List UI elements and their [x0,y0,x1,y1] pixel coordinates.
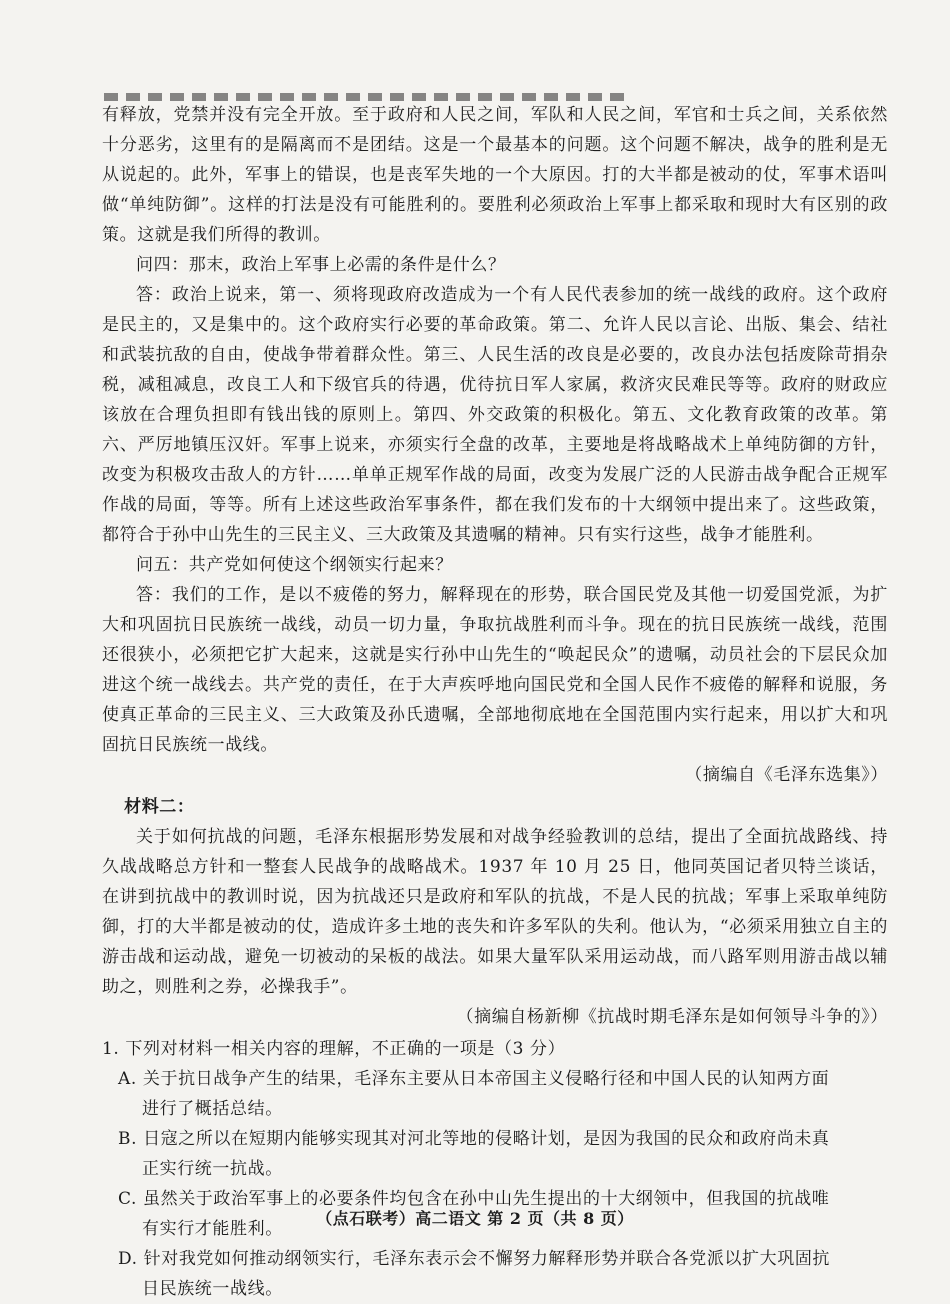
option-b-line1: B. 日寇之所以在短期内能够实现其对河北等地的侵略计划，是因为我国的民众和政府尚未真 [118,1129,830,1149]
question-5: 问五：共产党如何使这个纲领实行起来？ [136,555,453,575]
page-content [102,100,888,1304]
option-c-line1: C. 虽然关于政治军事上的必要条件均包含在孙中山先生提出的十大纲领中，但我国的抗战唯 [118,1189,830,1209]
option-c-line2: 有实行才能胜利。 [142,1219,283,1239]
page-footer: （点石联考）高二语文 第 2 页（共 8 页） [316,1209,634,1228]
answer-5: 答：我们的工作，是以不疲倦的努力，解释现在的形势，联合国民党及其他一切爱国党派，为扩大和巩固抗日民族统一战线，动员一切力量，争取抗战胜利而斗争。现在的抗日民族统一战线，范围还很狭小，必须把它扩大起来，这就是实行孙中山先生的“唤起民众”的遗嘱，动员社会的下层民众加进这个统一战线去。共产党的责任，在于大声疾呼地向国民党和全国人民作不疲倦的解释和说服，务使真正革命的三民主义、三大政策及孙氏遗嘱，全部地彻底地在全国范围内实行起来，用以扩大和巩固抗日民族统一战线。 [102,585,888,755]
material1-continued-paragraph: 有释放，党禁并没有完全开放。至于政府和人民之间，军队和人民之间，军官和士兵之间，关系依然十分恶劣，这里有的是隔离而不是团结。这是一个最基本的问题。这个问题不解决，战争的胜利是无从说起的。此外，军事上的错误，也是丧军失地的一个大原因。打的大半都是被动的仗，军事术语叫做“单纯防御”。这样的打法是没有可能胜利的。要胜利必须政治上军事上都采取和现时大有区别的政策。这就是我们所得的教训。 [102,105,888,245]
option-d [102,1244,888,1304]
option-d-line1: D. 针对我党如何推动纲领实行，毛泽东表示会不懈努力解释形势并联合各党派以扩大巩固抗 [118,1249,831,1269]
option-b-line2: 正实行统一抗战。 [142,1159,283,1179]
option-d-line2: 日民族统一战线。 [142,1279,283,1299]
question-4: 问四：那末，政治上军事上必需的条件是什么？ [136,255,506,275]
option-a-line1: A. 关于抗日战争产生的结果，毛泽东主要从日本帝国主义侵略行径和中国人民的认知两方面 [118,1069,830,1089]
option-b [102,1124,888,1184]
question-1-stem: 1. 下列对材料一相关内容的理解，不正确的一项是（3 分） [102,1039,566,1059]
material2-body: 关于如何抗战的问题，毛泽东根据形势发展和对战争经验教训的总结，提出了全面抗战路线、持久战战略总方针和一整套人民战争的战略战术。1937 年 10 月 25 日，他同英国记者贝特兰谈话，在讲到抗战中的教训时说，因为抗战还只是政府和军队的抗战，不是人民的抗战；军事上采取单纯防御，打的大半都是被动的仗，造成许多土地的丧失和许多军队的失利。他认为，“必须采用独立自主的游击战和运动战，避免一切被动的呆板的战法。如果大量军队采用运动战，而八路军则用游击战以辅助之，则胜利之券，必操我手”。 [102,827,888,997]
material1-source: （摘编自《毛泽东选集》） [685,765,888,785]
material2-source: （摘编自杨新柳《抗战时期毛泽东是如何领导斗争的》） [456,1007,888,1027]
material2-heading: 材料二： [124,797,195,817]
option-a [102,1064,888,1124]
option-a-line2: 进行了概括总结。 [142,1099,283,1119]
answer-4: 答：政治上说来，第一、须将现政府改造成为一个有人民代表参加的统一战线的政府。这个政府是民主的，又是集中的。这个政府实行必要的革命政策。第二、允许人民以言论、出版、集会、结社和武装抗敌的自由，使战争带着群众性。第三、人民生活的改良是必要的，改良办法包括废除苛捐杂税，减租减息，改良工人和下级官兵的待遇，优待抗日军人家属，救济灾民难民等等。政府的财政应该放在合理负担即有钱出钱的原则上。第四、外交政策的积极化。第五、文化教育政策的改革。第六、严厉地镇压汉奸。军事上说来，亦须实行全盘的改革，主要地是将战略战术上单纯防御的方针，改变为积极攻击敌人的方针……单单正规军作战的局面，改变为发展广泛的人民游击战争配合正规军作战的局面，等等。所有上述这些政治军事条件，都在我们发布的十大纲领中提出来了。这些政策，都符合于孙中山先生的三民主义、三大政策及其遗嘱的精神。只有实行这些，战争才能胜利。 [102,285,888,545]
